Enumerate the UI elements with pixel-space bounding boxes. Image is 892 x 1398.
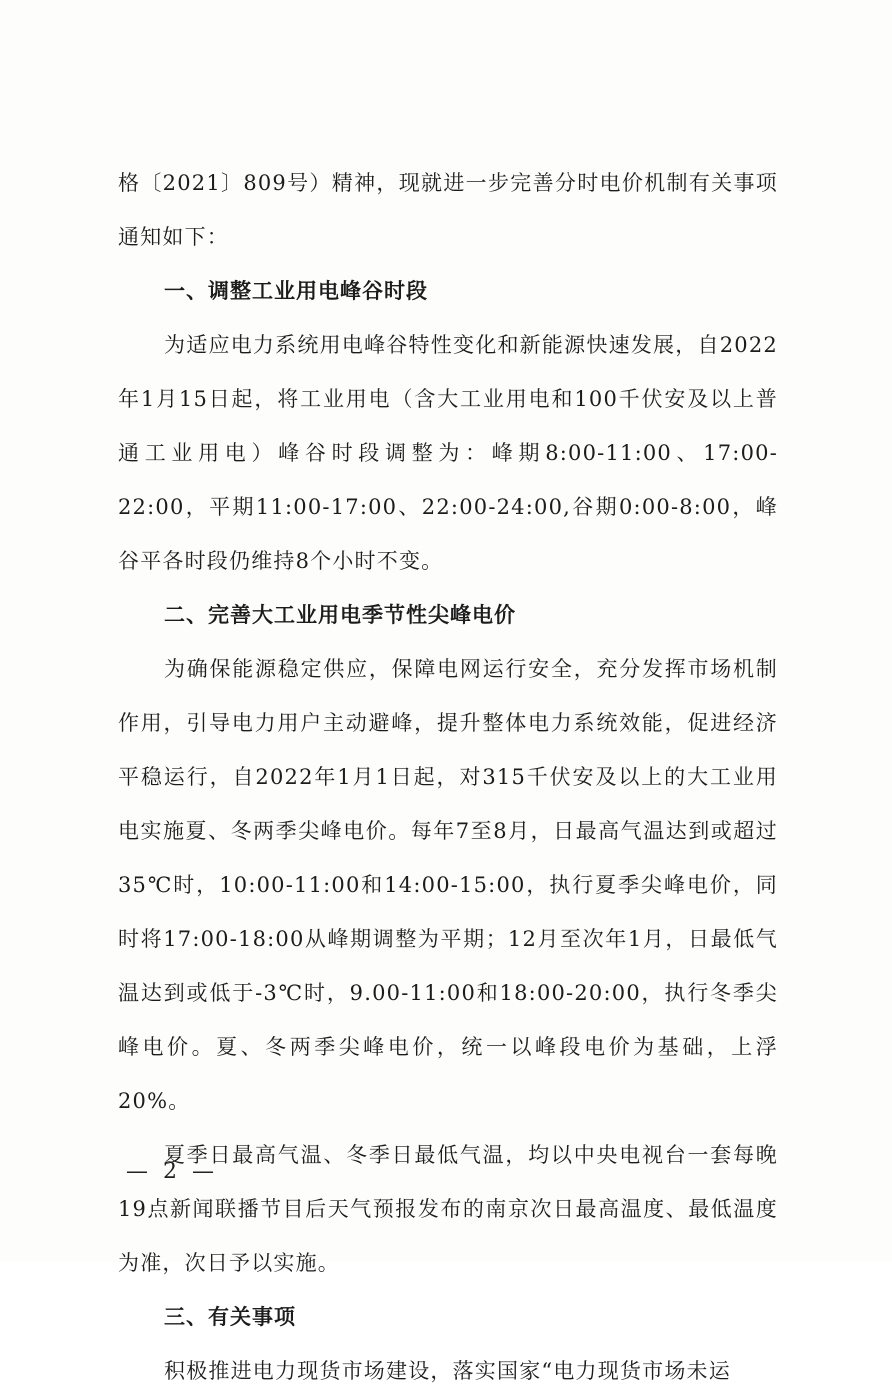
page-number: — 2 — [126, 1159, 218, 1184]
document-body [118, 156, 778, 1398]
section-3-paragraph: 积极推进电力现货市场建设，落实国家“电力现货市场未运 [164, 1359, 731, 1383]
section-heading-2: 二、完善大工业用电季节性尖峰电价 [164, 603, 516, 627]
section-heading-1: 一、调整工业用电峰谷时段 [164, 279, 428, 303]
section-1-paragraph: 为适应电力系统用电峰谷特性变化和新能源快速发展，自2022年1月15日起，将工业用电（含大工业用电和100千伏安及以上普通工业用电）峰谷时段调整为：峰期8:00-11:00、17:00-22:00，平期11:00-17:00、22:00-24:00,谷期0:00-8:00，峰谷平各时段仍维持8个小时不变。 [118, 333, 778, 573]
intro-paragraph: 格〔2021〕809号）精神，现就进一步完善分时电价机制有关事项通知如下： [118, 171, 778, 249]
section-2-paragraph-2: 夏季日最高气温、冬季日最低气温，均以中央电视台一套每晚19点新闻联播节目后天气预报发布的南京次日最高温度、最低温度为准，次日予以实施。 [118, 1143, 778, 1275]
section-heading-3: 三、有关事项 [164, 1305, 296, 1329]
section-2-paragraph-1: 为确保能源稳定供应，保障电网运行安全，充分发挥市场机制作用，引导电力用户主动避峰，提升整体电力系统效能，促进经济平稳运行，自2022年1月1日起，对315千伏安及以上的大工业用电实施夏、冬两季尖峰电价。每年7至8月，日最高气温达到或超过35℃时，10:00-11:00和14:00-15:00，执行夏季尖峰电价，同时将17:00-18:00从峰期调整为平期；12月至次年1月，日最低气温达到或低于-3℃时，9.00-11:00和18:00-20:00，执行冬季尖峰电价。夏、冬两季尖峰电价，统一以峰段电价为基础，上浮20%。 [118, 657, 778, 1113]
